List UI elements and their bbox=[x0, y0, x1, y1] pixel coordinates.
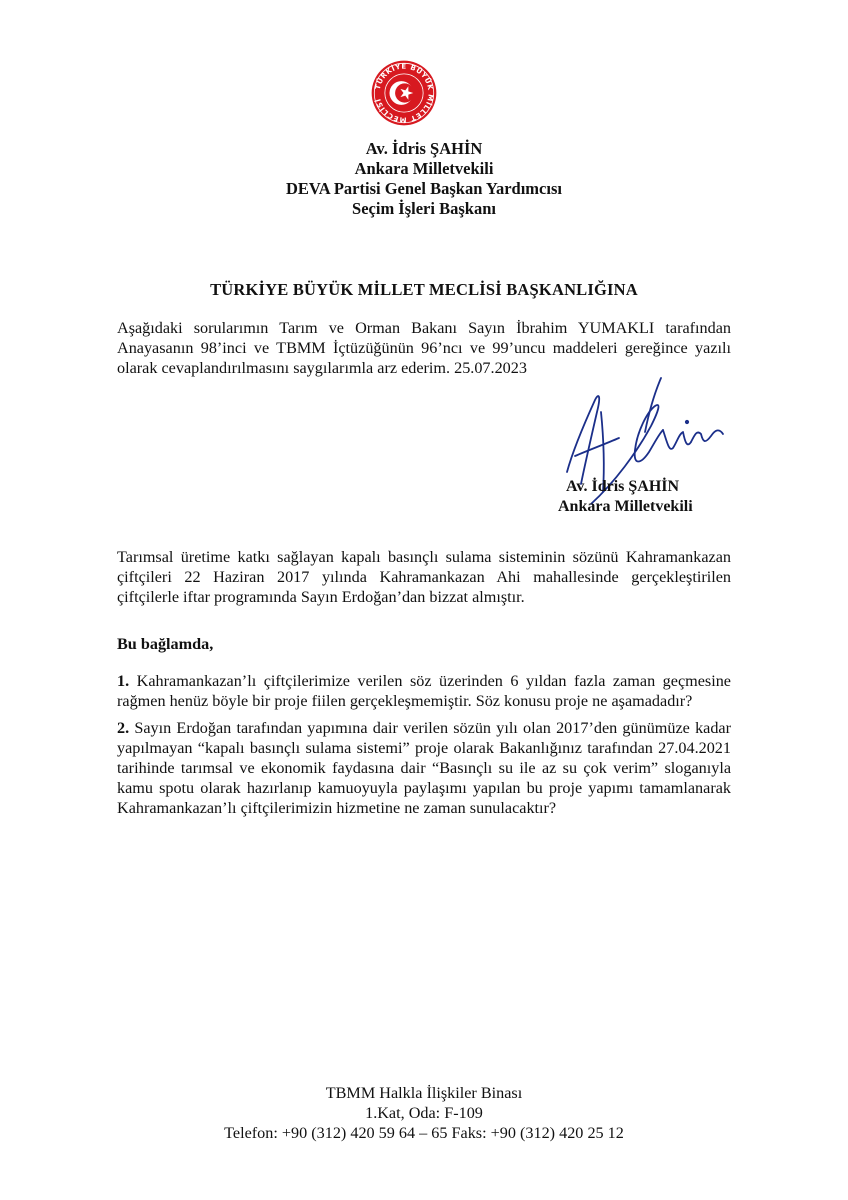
letterhead bbox=[0, 139, 848, 219]
svg-text:TÜRKİYE BÜYÜK MİLLET MECLİSİ: TÜRKİYE BÜYÜK MİLLET MECLİSİ bbox=[373, 62, 435, 124]
signature-role: Ankara Milletvekili bbox=[558, 498, 693, 515]
body-line: Tarımsal üretime katkı sağlayan kapalı basınçlı sulama sisteminin sözünü Kahramankazan bbox=[117, 548, 731, 566]
question-line: Sayın Erdoğan tarafından yapımına dair verilen sözün yılı olan 2017’den günümüze kadar bbox=[134, 719, 732, 737]
question-line: tarihinde tarımsal ve ekonomik faydasına dair “Basınçlı su ile az su çok verim” sloganıyla bbox=[117, 759, 731, 777]
body-line: çiftçileri 22 Haziran 2017 yılında Kahramankazan Ahi mahallesinde gerçekleştirilen bbox=[117, 568, 731, 586]
question-number: 1. bbox=[117, 672, 130, 690]
document-title: TÜRKİYE BÜYÜK MİLLET MECLİSİ BAŞKANLIĞINA bbox=[210, 280, 638, 299]
question-1 bbox=[117, 671, 731, 711]
question-line: kamu spotu olarak hazırlanıp kamuoyuyla paylaşımı yapılan bu proje yapımı tamamlanarak bbox=[117, 779, 731, 797]
question-number: 2. bbox=[117, 719, 130, 737]
intro-line: olarak cevaplandırılmasını saygılarımla arz ederim. 25.07.2023 bbox=[117, 359, 527, 377]
question-line: yapılmayan “kapalı basınçlı sulama sistemi” proje olarak Bakanlığınız tarafından 27.04.2021 bbox=[117, 739, 731, 757]
question-line: rağmen henüz böyle bir proje fiilen gerçekleşmemiştir. Söz konusu proje ne aşamadadır? bbox=[117, 692, 693, 710]
intro-line: Anayasanın 98’inci ve TBMM İçtüzüğünün 96’ncı ve 99’uncu maddeleri gereğince yazılı bbox=[117, 339, 731, 357]
footer-building: TBMM Halkla İlişkiler Binası bbox=[325, 1084, 523, 1102]
office-title: Seçim İşleri Başkanı bbox=[352, 199, 496, 218]
signature-name: Av. İdris ŞAHİN bbox=[566, 478, 680, 495]
mp-role: Ankara Milletvekili bbox=[354, 159, 494, 178]
tbmm-seal-icon bbox=[371, 60, 437, 126]
footer-room: 1.Kat, Oda: F-109 bbox=[365, 1104, 483, 1122]
signature-block bbox=[558, 477, 693, 517]
party-title: DEVA Partisi Genel Başkan Yardımcısı bbox=[286, 179, 562, 198]
footer-contact: Telefon: +90 (312) 420 59 64 – 65 Faks: +90 (312) 420 25 12 bbox=[224, 1124, 624, 1142]
mp-name: Av. İdris ŞAHİN bbox=[365, 139, 483, 158]
intro-line: Aşağıdaki sorularımın Tarım ve Orman Bakanı Sayın İbrahim YUMAKLI tarafından bbox=[117, 319, 731, 337]
question-line: Kahramankazan’lı çiftçilerimize verilen söz üzerinden 6 yıldan fazla zaman geçmesine bbox=[136, 672, 731, 690]
question-line: Kahramankazan’lı çiftçilerimizin hizmetine ne zaman sunulacaktır? bbox=[117, 799, 557, 817]
footer-address bbox=[0, 1083, 848, 1143]
question-2 bbox=[117, 718, 731, 818]
context-heading: Bu bağlamda, bbox=[117, 635, 214, 653]
body-paragraph bbox=[117, 547, 731, 607]
intro-paragraph bbox=[117, 318, 731, 378]
body-line: çiftçilerle iftar programında Sayın Erdoğan’dan bizzat almıştır. bbox=[117, 588, 525, 606]
